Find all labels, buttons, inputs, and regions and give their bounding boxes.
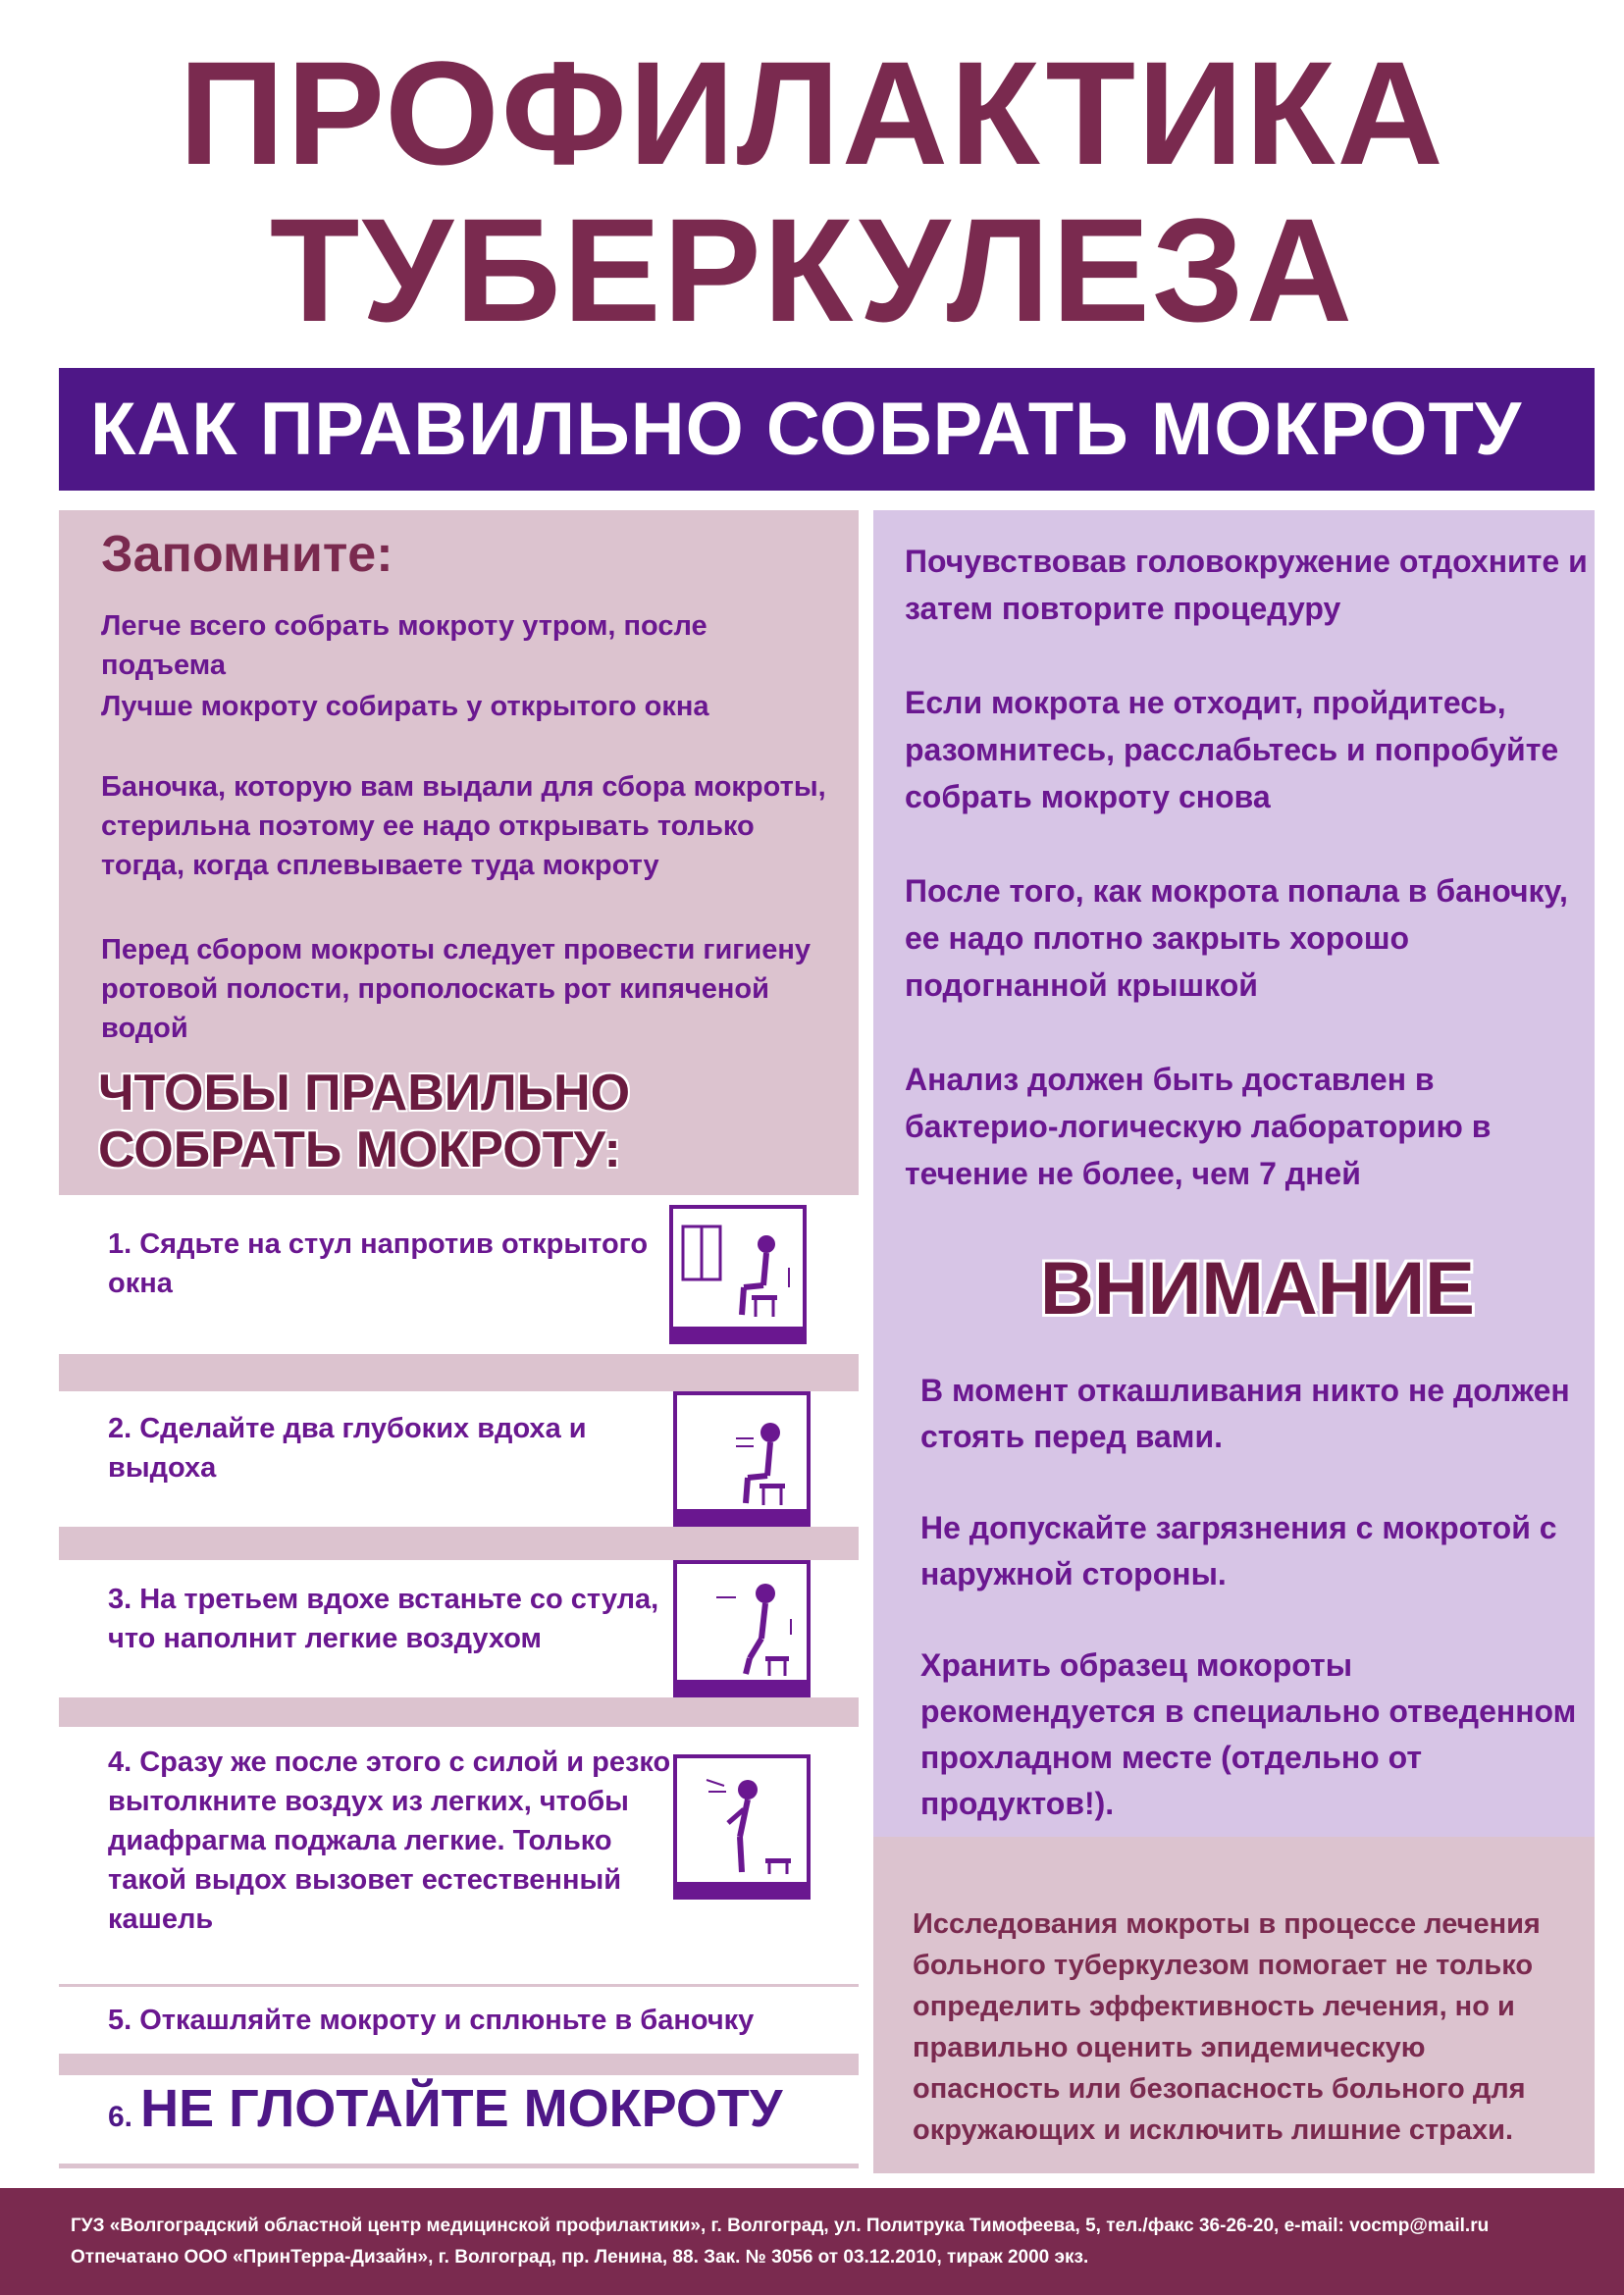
remember-item: Лучше мокроту собирать у открытого окна [101, 691, 709, 722]
note-text: Исследования мокроты в процессе лечения больного туберкулезом помогает не только определить эффективность лечения, но и правильно оценить эпидемическую опасность или безопасность больного для окружающих и исключить лишние страхи. [913, 1908, 1541, 2146]
step-6-number: 6. [108, 2101, 133, 2133]
step-text: 5. Откашляйте мокроту и сплюньте в баночку [108, 2005, 755, 2036]
subtitle-text: КАК ПРАВИЛЬНО СОБРАТЬ МОКРОТУ [90, 388, 1523, 471]
footer-line-1: ГУЗ «Волгоградский областной центр медицинской профилактики», г. Волгоград, ул. Политрука Тимофеева, 5, тел./факс 36-26-20, e-mail: vocmp@mail.ru [71, 2216, 1490, 2236]
right-item: Анализ должен быть доставлен в бактерио-логическую лабораторию в течение не более, чем 7 дней [905, 1062, 1492, 1191]
step-text: 1. Сядьте на стул напротив открытого окна [108, 1228, 649, 1299]
footer [0, 2188, 1624, 2295]
remember-item: Баночка, которую вам выдали для сбора мокроты, стерильна поэтому ее надо открывать только тогда, когда сплевываете туда мокроту [101, 771, 826, 881]
howto-heading: ЧТОБЫ ПРАВИЛЬНО СОБРАТЬ МОКРОТУ: [98, 1065, 631, 1178]
subtitle-band [59, 368, 1595, 491]
remember-heading: Запомните: [101, 526, 393, 583]
step-text: 3. На третьем вдохе встаньте со стула, что наполнит легкие воздухом [108, 1584, 659, 1654]
remember-item: Перед сбором мокроты следует провести гигиену ротовой полости, прополоскать рот кипяченой водой [101, 934, 811, 1044]
title-line-2: ТУБЕРКУЛЕЗА [269, 187, 1355, 352]
title-line-1: ПРОФИЛАКТИКА [179, 30, 1445, 195]
step-card-5 [59, 1987, 859, 2054]
breathing-icon [673, 1391, 811, 1527]
step-card-1 [59, 1195, 859, 1354]
footer-line-2: Отпечатано ООО «ПринТерра-Дизайн», г. Волгоград, пр. Ленина, 88. Зак. № 3056 от 03.12.2010, тираж 2000 экз. [71, 2247, 1089, 2268]
window-chair-icon [669, 1205, 807, 1344]
right-item: Почувствовав головокружение отдохните и затем повторите процедуру [905, 544, 1588, 626]
attention-item: Хранить образец мокороты рекомендуется в специально отведенном прохладном месте (отдельно от продуктов!). [920, 1647, 1577, 1821]
step-card-2 [59, 1391, 859, 1527]
attention-heading: ВНИМАНИЕ [1040, 1247, 1475, 1330]
step-6 [108, 2079, 814, 2138]
coughing-icon [673, 1754, 811, 1900]
step-text: 4. Сразу же после этого с силой и резко вытолкните воздух из легких, чтобы диафрагма поджала легкие. Только такой выдох вызовет естественный кашель [108, 1747, 671, 1935]
remember-item: Легче всего собрать мокроту утром, после подъема [101, 610, 707, 681]
right-item: Если мокрота не отходит, пройдитесь, разомнитесь, расслабьтесь и попробуйте собрать мокроту снова [905, 685, 1559, 814]
step-text: 2. Сделайте два глубоких вдоха и выдоха [108, 1413, 587, 1484]
attention-item: В момент откашливания никто не должен стоять перед вами. [920, 1373, 1570, 1454]
step-6-warning: НЕ ГЛОТАЙТЕ МОКРОТУ [140, 2079, 783, 2138]
step-card-3 [59, 1560, 859, 1697]
standing-up-icon [673, 1560, 811, 1697]
attention-item: Не допускайте загрязнения с мокротой с наружной стороны. [920, 1510, 1557, 1591]
right-item: После того, как мокрота попала в баночку, ее надо плотно закрыть хорошо подогнанной крышкой [905, 873, 1568, 1003]
step-card-4 [59, 1727, 859, 1984]
step-card-6 [59, 2075, 859, 2164]
